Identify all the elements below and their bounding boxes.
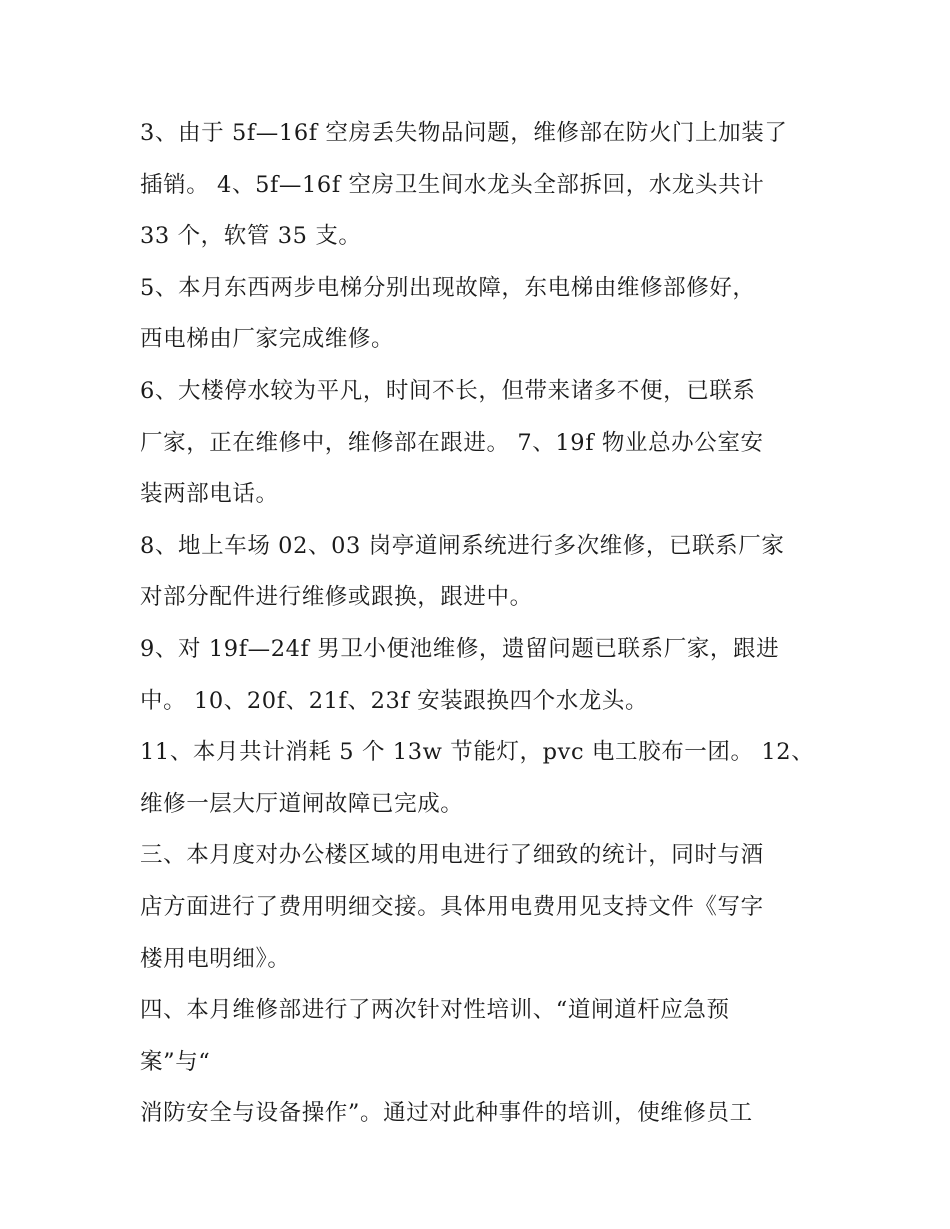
text-line: 33 个，软管 35 支。 [140,223,362,250]
text-line: 6、大楼停水较为平凡，时间不长，但带来诸多不便，已联系 [140,377,756,404]
text-line: 楼用电明细》。 [140,945,291,972]
text-line: 11、本月共计消耗 5 个 13w 节能灯，pvc 电工胶布一团。 12、 [140,739,815,766]
text-line: 3、由于 5f—16f 空房丢失物品问题，维修部在防火门上加装了 [140,120,788,146]
text-line: 案”与“ [140,1048,211,1075]
text-line: 维修一层大厅道闸故障已完成。 [140,790,464,817]
text-line: 厂家，正在维修中，维修部在跟进。 7、19f 物业总办公室安 [140,429,764,456]
text-line: 店方面进行了费用明细交接。具体用电费用见支持文件《写字 [140,893,764,920]
text-line: 9、对 19f—24f 男卫小便池维修，遗留问题已联系厂家，跟进 [140,635,780,662]
text-line: 消防安全与设备操作”。通过对此种事件的培训，使维修员工 [140,1100,753,1127]
text-line: 插销。 4、5f—16f 空房卫生间水龙头全部拆回，水龙头共计 [140,171,765,198]
text-line: 对部分配件进行维修或跟换，跟进中。 [140,584,533,611]
text-line: 装两部电话。 [140,481,279,508]
text-line: 8、地上车场 02、03 岗亭道闸系统进行多次维修，已联系厂家 [140,532,785,559]
text-line: 5、本月东西两步电梯分别出现故障，东电梯由维修部修好， [140,274,756,301]
text-line: 中。 10、20f、21f、23f 安装跟换四个水龙头。 [140,687,649,714]
document-page [140,108,830,1140]
text-line: 西电梯由厂家完成维修。 [140,326,395,353]
text-line: 四、本月维修部进行了两次针对性培训、“道闸道杆应急预 [140,997,730,1024]
text-line: 三、本月度对办公楼区域的用电进行了细致的统计，同时与酒 [140,842,764,869]
